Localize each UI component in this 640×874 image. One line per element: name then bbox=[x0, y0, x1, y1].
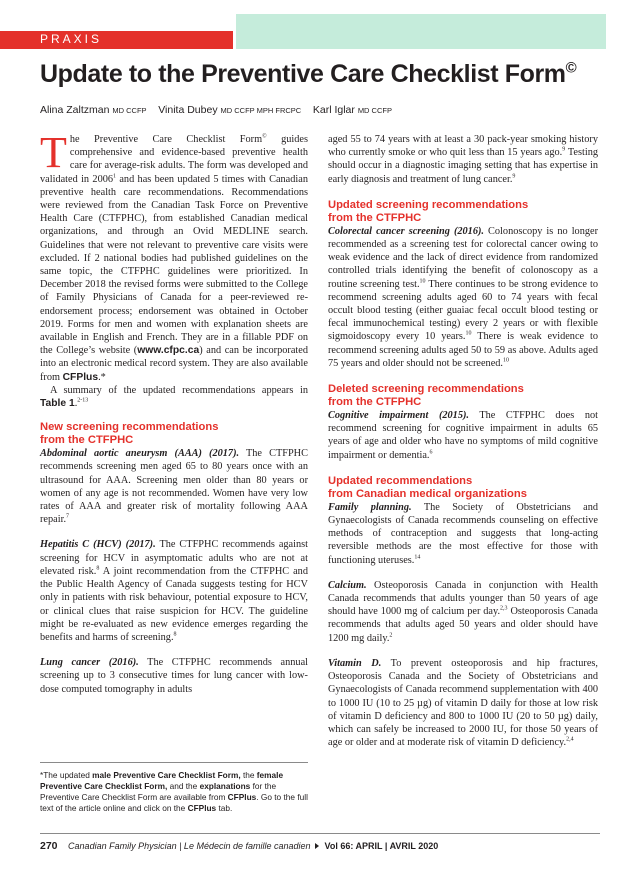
right-column bbox=[328, 133, 598, 749]
author-name: Vinita Dubey bbox=[158, 104, 218, 116]
section-banner bbox=[0, 31, 233, 49]
updated-screening-heading: Updated screening recommendations from the CTFPHC bbox=[328, 198, 529, 224]
deleted-screening-heading: Deleted screening recommendations from the CTFPHC bbox=[328, 383, 524, 409]
footnote-divider bbox=[40, 762, 308, 763]
intro-paragraph: The Preventive Care Checklist Form© guides comprehensive and evidence-based preventive health care for average-risk adults. The form was developed and validated in 2006$^1$ and has been updated 5 times with Canadian preventive health care recommendations. Recommendations were reviewed from the Canadian Task Force on Preventive Health Care (CTFPHC), from established Canadian medical organizations, and through an Ovid MEDLINE search. Guidelines that were not relevant to preventive care visits were excluded. If 2 national bodies had published guidelines on the same topic, the CTFPHC guidelines were prioritized. In December 2018 the revised forms were submitted to the College of Family Physicians of Canada for a peer-reviewed re-endorsement process; endorsement was obtained in October 2019. Forms for men and women with explanation sheets are available in English and French. They are in a fillable PDF on the College’s website (www.cfpc.ca) and can be incorporated into an electronic medical record system. They are also available from CFPlus.* bbox=[40, 128, 308, 383]
left-column bbox=[40, 128, 309, 696]
author-credentials: MD CCFP MPH FRCPC bbox=[220, 106, 302, 115]
new-screening-heading: New screening recommendations from the CTFPHC bbox=[40, 421, 219, 447]
author-credentials: MD CCFP bbox=[357, 106, 392, 115]
author-credentials: MD CCFP bbox=[112, 106, 147, 115]
header-color-block bbox=[236, 14, 606, 49]
organizations-heading: Updated recommendations from Canadian medical organizations bbox=[328, 474, 527, 500]
drop-cap: T bbox=[40, 128, 67, 177]
author-name: Alina Zaltzman bbox=[40, 104, 110, 116]
table-1-link[interactable]: Table 1 bbox=[40, 398, 75, 410]
explanations-link[interactable]: explanations bbox=[199, 781, 251, 791]
journal-name: Canadian Family Physician | Le Médecin de famille canadien bbox=[68, 841, 311, 851]
cognitive-paragraph: Cognitive impairment (2015). The CTFPHC does not recommend screening for cognitive impairment in adults 65 years of age and older who have no symptoms of mild cognitive impairment or dementia.$^6$ bbox=[328, 410, 598, 461]
website-link[interactable]: www.cfpc.ca bbox=[137, 345, 200, 357]
aaa-paragraph: Abdominal aortic aneurysm (AAA) (2017). The CTFPHC recommends screening men aged 65 to 80 years once with an ultrasound for AAA. Screening men older than 80 years or women of any age is not recommended. Women have very low rates of AAA and greater risk of mortality following AAA repair.$^7$ bbox=[40, 448, 308, 526]
footnote: *The updated male Preventive Care Checklist Form, the female Preventive Care Checklist Form, and the explanations for the Preventive Care Checklist Form are available from CFPlus. Go to the full text of the article online and click on the CFPlus tab. bbox=[40, 770, 308, 813]
vitamin-d-paragraph: Vitamin D. To prevent osteoporosis and hip fractures, Osteoporosis Canada and the Society of Obstetricians and Gynaecologists of Canada recommend supplementation with 400 to 1000 IU (10 to 25 µg) of vitamin D daily for those at low risk of vitamin D deficiency and 800 to 1000 IU (20 to 50 µg) daily, which can safely be increased to 2000 IU, for those 50 years of age or older and at moderate risk of vitamin D deficiency.$^{2,4}$ bbox=[328, 657, 598, 749]
page-number: 270 bbox=[40, 840, 58, 852]
family-planning-paragraph: Family planning. The Society of Obstetricians and Gynaecologists of Canada recommends counseling on effective methods of contraception and suggests that long-acting reversible methods are the most effective for those with functioning uteruses.$^{14}$ bbox=[328, 501, 598, 566]
cfplus-tab-link[interactable]: CFPlus bbox=[187, 803, 217, 813]
section-label: PRAXIS bbox=[40, 32, 103, 46]
page-footer bbox=[40, 840, 438, 852]
article-title: Update to the Preventive Care Checklist Form© bbox=[40, 59, 577, 88]
female-form-link[interactable]: female Preventive Care Checklist Form, bbox=[40, 770, 284, 791]
colorectal-paragraph: Colorectal cancer screening (2016). Colonoscopy is no longer recommended as a screening test for colorectal cancer owing to weak evidence and the lack of direct evidence from randomized controlled trials identifying the benefit of colonoscopy as a routine screening test.$^{10}$ There continues to be strong evidence to recommend screening adults aged 60 to 74 years with fecal occult blood testing (either guaiac fecal occult blood testing or fecal immunochemical testing) every 2 years or with flexible sigmoidoscopy every 10 years.$^{10}$ There is weak evidence to recommend screening adults aged 50 to 59 as above. Adults aged 75 years and older should not be screened.$^{10}$ bbox=[328, 225, 598, 369]
author-name: Karl Iglar bbox=[312, 104, 355, 116]
cfplus-link[interactable]: CFPlus bbox=[227, 792, 257, 802]
calcium-paragraph: Calcium. Osteoporosis Canada in conjunction with Health Canada recommends that adults younger than 50 years of age should have 1000 mg of calcium per day.$^{2,3}$ Osteoporosis Canada recommends that adults aged 50 years and older should have 1200 mg daily.$^2$ bbox=[328, 579, 598, 644]
lung-continued-paragraph: aged 55 to 74 years with at least a 30 pack-year smoking history who currently smoke or who quit less than 15 years ago.$^9$ Testing should occur in a diagnostic imaging setting that has expertise in early diagnosis and treatment of lung cancer.$^9$ bbox=[328, 134, 598, 185]
cfplus-link[interactable]: CFPlus bbox=[62, 371, 99, 383]
copyright-mark: © bbox=[565, 59, 577, 77]
lung-paragraph: Lung cancer (2016). The CTFPHC recommends annual screening up to 3 consecutive times for lung cancer with low-dose computed tomography in adults bbox=[40, 657, 308, 695]
male-form-link[interactable]: male Preventive Care Checklist Form, bbox=[92, 770, 241, 780]
footer-divider bbox=[40, 833, 600, 834]
author-list bbox=[40, 104, 392, 116]
triangle-right-icon bbox=[315, 843, 319, 849]
volume-issue: Vol 66: APRIL | AVRIL 2020 bbox=[324, 841, 439, 851]
hcv-paragraph: Hepatitis C (HCV) (2017). The CTFPHC recommends against screening for HCV in asymptomatic adults who are not at elevated risk.$^8$ A joint recommendation from the CTFPHC and the Public Health Agency of Canada suggests testing for HCV only in patients with risk behaviour, potential exposure to HCV, or clinical clues that raise suspicion for HCV. The guideline might be re-evaluated as new evidence emerges regarding the benefits and harms of screening.$^8$ bbox=[40, 539, 309, 643]
summary-paragraph: A summary of the updated recommendations appears in Table 1.$^{2-13}$ bbox=[40, 384, 308, 410]
